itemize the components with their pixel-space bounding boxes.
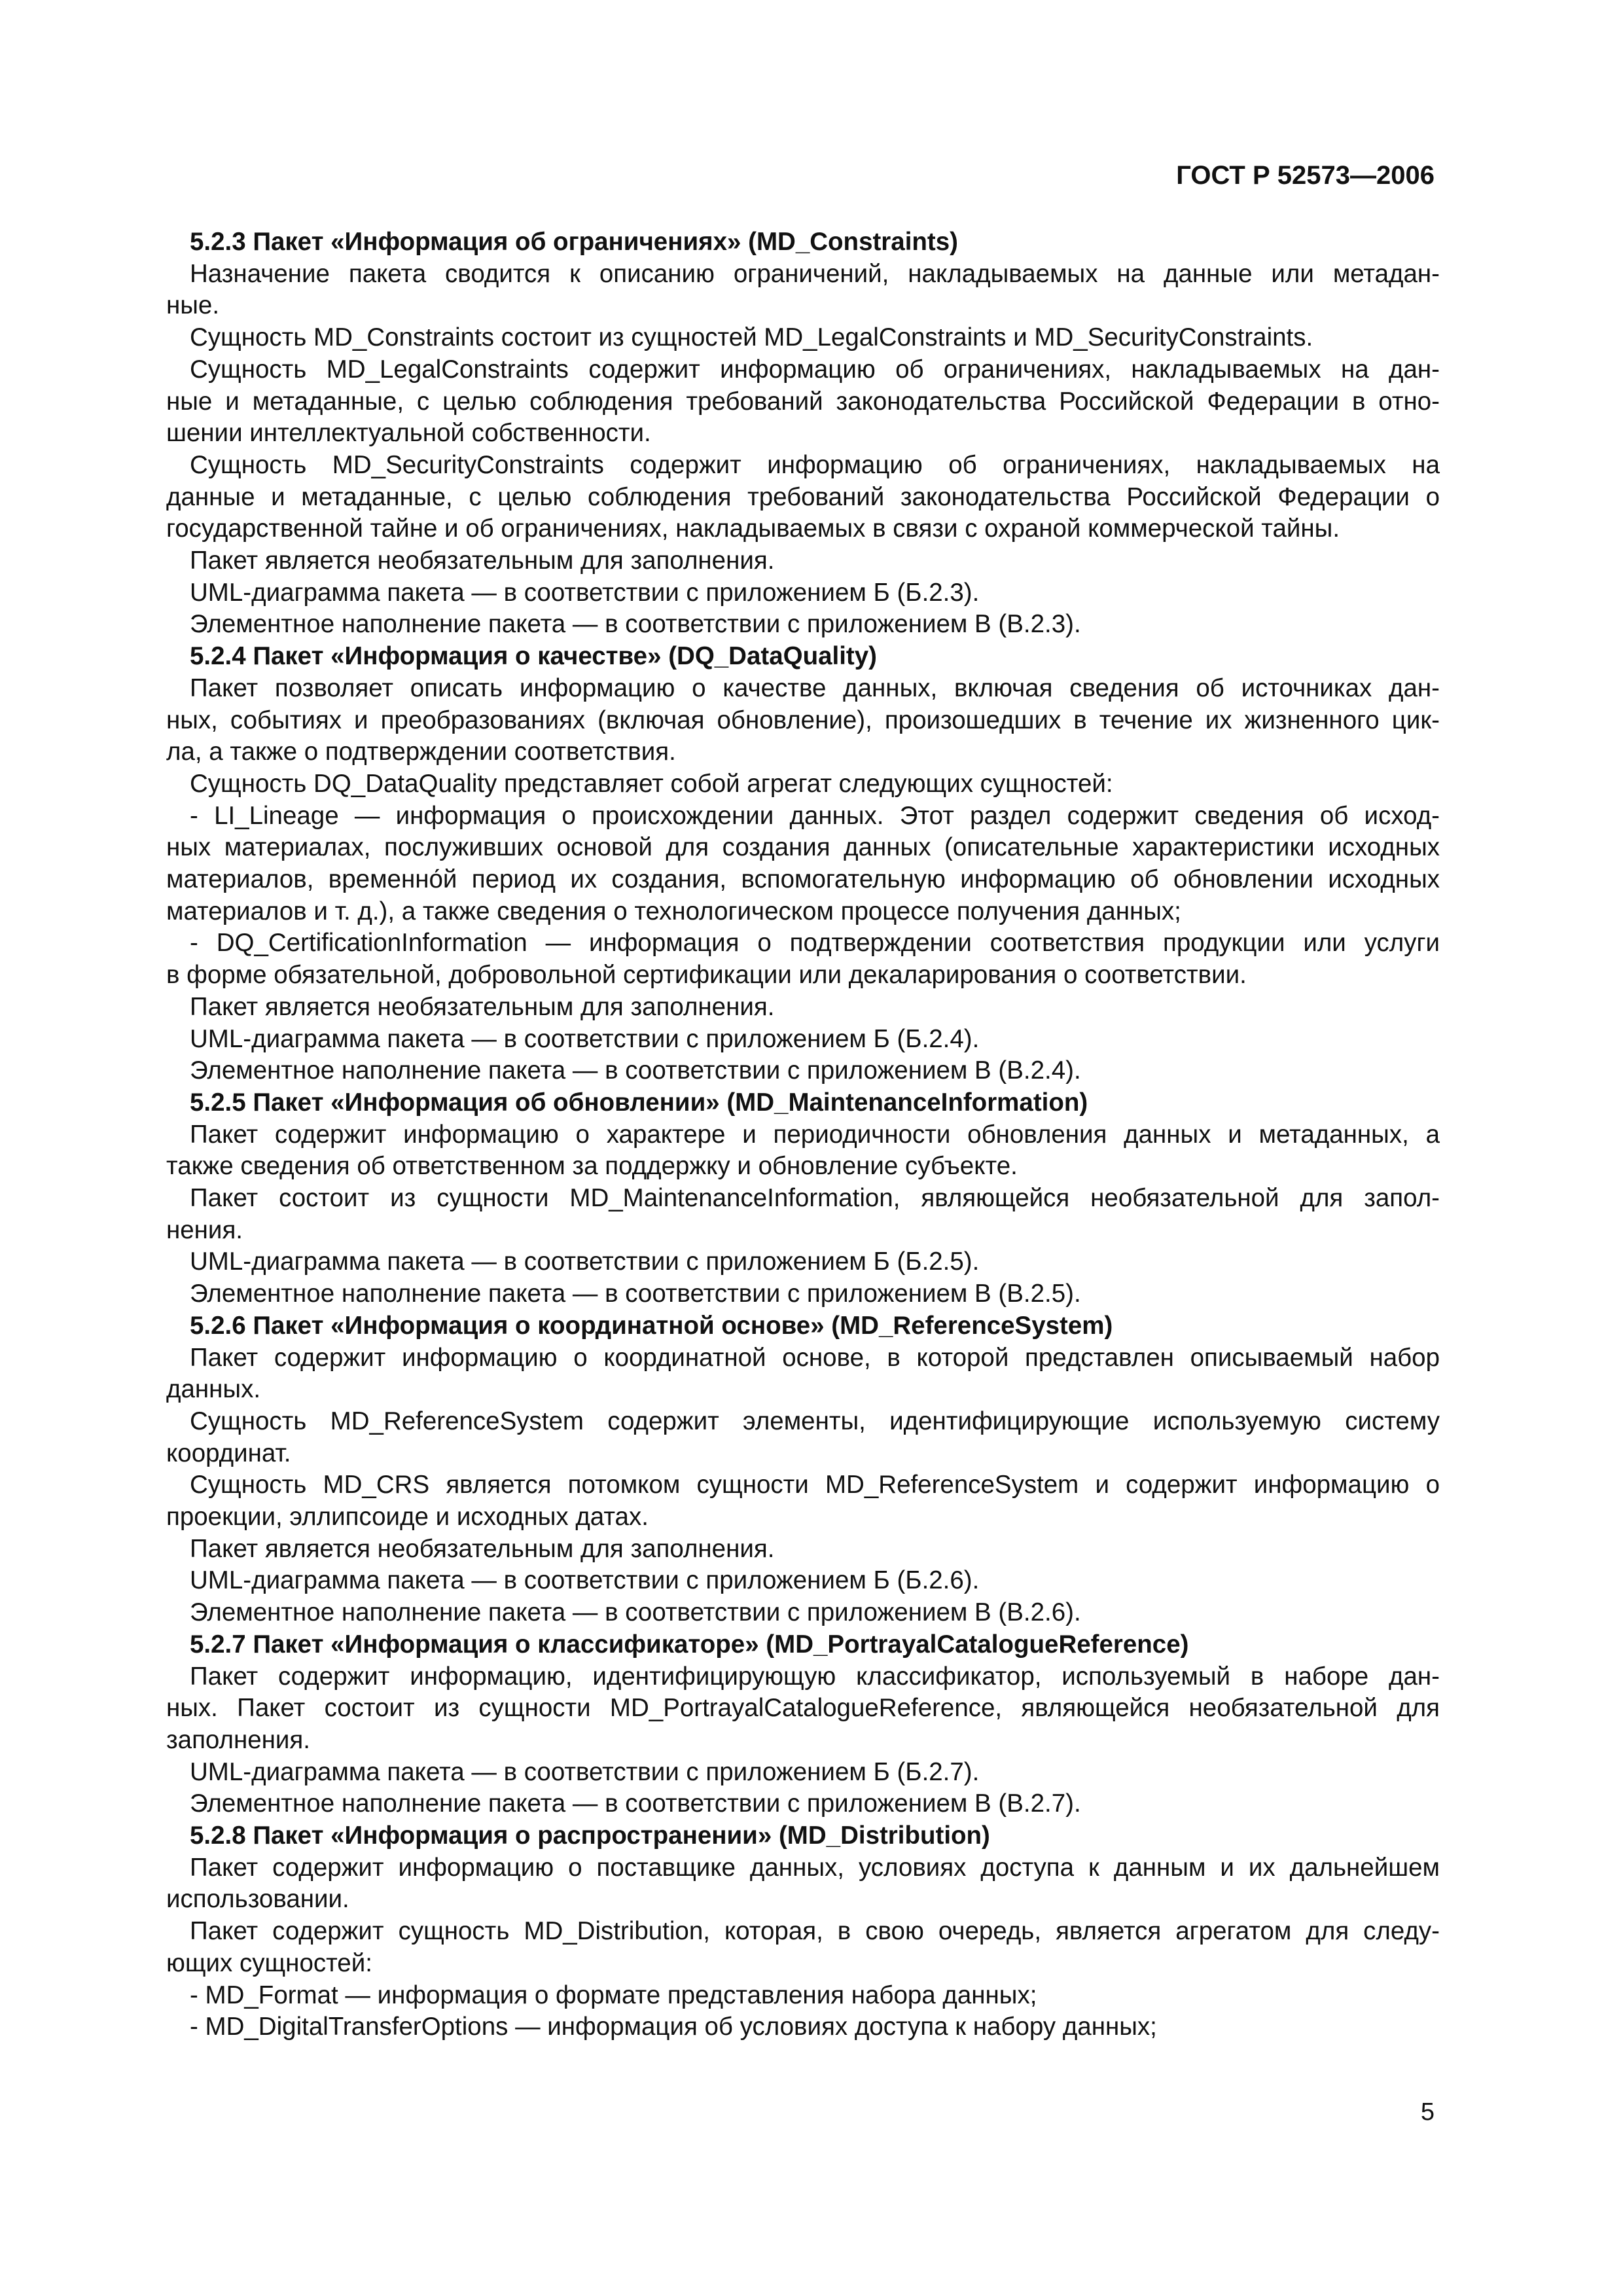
text-line: также сведения об ответственном за поддержку и обновление субъекте. xyxy=(166,1152,1018,1181)
text-line: Пакет содержит сущность MD_Distribution, которая, в свою очередь, является агрегатом для следу- xyxy=(190,1917,1440,1946)
text-line: Элементное наполнение пакета — в соответствии с приложением В (В.2.5). xyxy=(190,1280,1081,1308)
document-header-standard-number: ГОСТ Р 52573—2006 xyxy=(1176,161,1435,190)
text-line: Пакет содержит информацию, идентифицирующую классификатор, используемый в наборе дан- xyxy=(190,1662,1440,1691)
text-line: Пакет является необязательным для заполнения. xyxy=(190,1534,775,1563)
text-line: Элементное наполнение пакета — в соответствии с приложением В (В.2.4). xyxy=(190,1056,1081,1085)
text-line: - LI_Lineage — информация о происхождении данных. Этот раздел содержит сведения об исход- xyxy=(190,801,1440,830)
section-heading: 5.2.3 Пакет «Информация об ограничениях» (MD_Constraints) xyxy=(190,228,958,256)
text-line: Пакет является необязательным для заполнения. xyxy=(190,547,775,575)
text-line: Элементное наполнение пакета — в соответствии с приложением В (В.2.3). xyxy=(190,610,1081,639)
text-line: материалов, временно́й период их создания, вспомогательную информацию об обновлении исходных xyxy=(166,865,1440,893)
text-line: Сущность MD_CRS является потомком сущности MD_ReferenceSystem и содержит информацию о xyxy=(190,1471,1440,1499)
text-line: Пакет является необязательным для заполнения. xyxy=(190,992,775,1021)
section-heading: 5.2.6 Пакет «Информация о координатной основе» (MD_ReferenceSystem) xyxy=(190,1311,1113,1340)
text-line: Сущность MD_Constraints состоит из сущностей MD_LegalConstraints и MD_SecurityConstraints. xyxy=(190,323,1313,352)
text-line: Пакет состоит из сущности MD_MaintenanceInformation, являющейся необязательной для запол- xyxy=(190,1184,1440,1212)
text-line: заполнения. xyxy=(166,1725,310,1754)
section-heading: 5.2.4 Пакет «Информация о качестве» (DQ_DataQuality) xyxy=(190,642,877,671)
text-line: Назначение пакета сводится к описанию ограничений, накладываемых на данные или метадан- xyxy=(190,259,1440,288)
text-line: ных материалах, послуживших основой для создания данных (описательные характеристики исходных xyxy=(166,833,1440,862)
text-line: ных. Пакет состоит из сущности MD_PortrayalCatalogueReference, являющейся необязательной для xyxy=(166,1694,1440,1723)
text-line: в форме обязательной, добровольной сертификации или декаларирования о соответствии. xyxy=(166,961,1247,990)
text-line: Пакет содержит информацию о поставщике данных, условиях доступа к данным и их дальнейшем xyxy=(190,1853,1440,1882)
text-line: использовании. xyxy=(166,1885,349,1914)
text-line: Пакет позволяет описать информацию о качестве данных, включая сведения об источниках дан- xyxy=(190,673,1440,702)
text-line: - MD_Format — информация о формате представления набора данных; xyxy=(190,1981,1037,2009)
text-line: ные и метаданные, с целью соблюдения требований законодательства Российской Федерации в отно- xyxy=(166,387,1440,416)
section-heading: 5.2.5 Пакет «Информация об обновлении» (MD_MaintenanceInformation) xyxy=(190,1088,1088,1117)
text-line: ных, событиях и преобразованиях (включая обновление), произошедших в течение их жизненного цик- xyxy=(166,706,1440,734)
text-line: данных. xyxy=(166,1375,261,1404)
text-line: шении интеллектуальной собственности. xyxy=(166,419,651,448)
section-heading: 5.2.7 Пакет «Информация о классификаторе» (MD_PortrayalCatalogueReference) xyxy=(190,1630,1189,1659)
text-line: UML-диаграмма пакета — в соответствии с приложением Б (Б.2.4). xyxy=(190,1024,980,1053)
text-line: - MD_DigitalTransferOptions — информация об условиях доступа к набору данных; xyxy=(190,2013,1157,2041)
text-line: Сущность MD_LegalConstraints содержит информацию об ограничениях, накладываемых на дан- xyxy=(190,355,1440,384)
text-line: - DQ_CertificationInformation — информация о подтверждении соответствия продукции или услуги xyxy=(190,929,1440,958)
text-line: UML-диаграмма пакета — в соответствии с приложением Б (Б.2.7). xyxy=(190,1757,980,1786)
text-line: государственной тайне и об ограничениях, накладываемых в связи с охраной коммерческой тайны. xyxy=(166,514,1340,543)
section-heading: 5.2.8 Пакет «Информация о распространении» (MD_Distribution) xyxy=(190,1821,990,1850)
text-line: ющих сущностей: xyxy=(166,1948,372,1977)
text-line: Сущность DQ_DataQuality представляет собой агрегат следующих сущностей: xyxy=(190,769,1113,798)
text-line: UML-диаграмма пакета — в соответствии с приложением Б (Б.2.3). xyxy=(190,578,980,607)
text-line: ные. xyxy=(166,291,220,320)
text-line: нения. xyxy=(166,1215,243,1244)
text-line: Пакет содержит информацию о координатной основе, в которой представлен описываемый набор xyxy=(190,1343,1440,1372)
page-number: 5 xyxy=(1420,2098,1435,2126)
text-line: Сущность MD_SecurityConstraints содержит информацию об ограничениях, накладываемых на xyxy=(190,450,1440,479)
text-line: UML-диаграмма пакета — в соответствии с приложением Б (Б.2.6). xyxy=(190,1566,980,1595)
text-line: ла, а также о подтверждении соответствия. xyxy=(166,738,676,766)
text-line: Элементное наполнение пакета — в соответствии с приложением В (В.2.6). xyxy=(190,1598,1081,1627)
text-line: Пакет содержит информацию о характере и периодичности обновления данных и метаданных, а xyxy=(190,1120,1440,1149)
text-line: Сущность MD_ReferenceSystem содержит элементы, идентифицирующие используемую систему xyxy=(190,1407,1440,1435)
text-line: проекции, эллипсоиде и исходных датах. xyxy=(166,1503,649,1531)
text-line: данные и метаданные, с целью соблюдения требований законодательства Российской Федерации о xyxy=(166,482,1440,511)
text-line: координат. xyxy=(166,1439,291,1467)
text-line: Элементное наполнение пакета — в соответствии с приложением В (В.2.7). xyxy=(190,1789,1081,1818)
text-line: UML-диаграмма пакета — в соответствии с приложением Б (Б.2.5). xyxy=(190,1247,980,1276)
text-line: материалов и т. д.), а также сведения о технологическом процессе получения данных; xyxy=(166,897,1181,925)
